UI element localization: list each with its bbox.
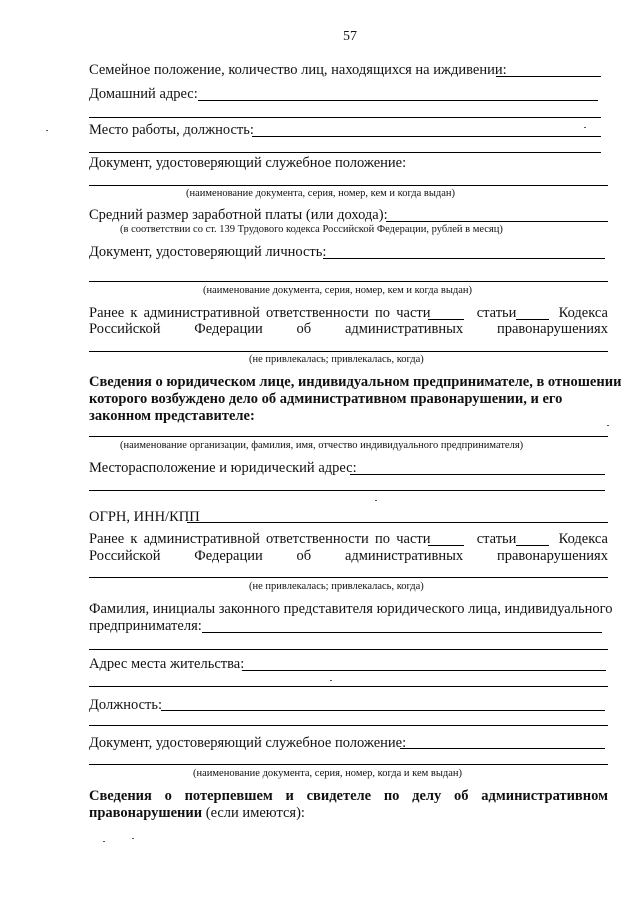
service-doc-hint: (наименование документа, серия, номер, кем и когда выдан)	[186, 188, 456, 199]
prior-liability-line[interactable]	[89, 351, 608, 352]
home-address-line[interactable]	[198, 100, 598, 101]
workplace-line-2[interactable]	[89, 152, 601, 153]
salary-label: Средний размер заработной платы (или дохода):	[89, 207, 388, 223]
legal-heading-line-2: которого возбуждено дело об административном правонарушении, и его	[89, 391, 563, 407]
residence-label: Адрес места жительства:	[89, 656, 245, 672]
family-status-label: Семейное положение, количество лиц, находящихся на иждивении:	[89, 62, 507, 78]
identity-doc-hint: (наименование документа, серия, номер, кем и когда выдан)	[203, 285, 473, 296]
legal-service-doc-line[interactable]	[400, 748, 605, 749]
location-label: Месторасположение и юридический адрес:	[89, 460, 357, 476]
residence-line[interactable]	[242, 670, 606, 671]
legal-heading-line-1: Сведения о юридическом лице, индивидуальном предпринимателе, в отношении	[89, 374, 622, 390]
ogrn-label: ОГРН, ИНН/КПП	[89, 509, 200, 525]
legal-prior-row-2: Российской Федерации об административных правонарушениях	[89, 548, 608, 564]
workplace-line[interactable]	[252, 136, 601, 137]
legal-prior-hint: (не привлекалась; привлекалась, когда)	[249, 581, 424, 592]
scan-speck	[607, 425, 609, 426]
workplace-label: Место работы, должность:	[89, 122, 254, 138]
legal-prior-line[interactable]	[89, 577, 608, 578]
representative-label-1: Фамилия, инициалы законного представителя юридического лица, индивидуального	[89, 601, 613, 617]
scan-speck	[330, 680, 332, 681]
salary-line[interactable]	[386, 221, 608, 222]
victim-heading-row-1: Сведения о потерпевшем и свидетеле по делу об административном	[89, 788, 608, 804]
scan-speck	[584, 127, 586, 128]
residence-line-2[interactable]	[89, 686, 608, 687]
legal-heading-line-3: законном представителе:	[89, 408, 255, 424]
identity-doc-line[interactable]	[323, 258, 605, 259]
legal-service-doc-hint: (наименование документа, серия, номер, когда и кем выдан)	[193, 768, 463, 779]
representative-line-2[interactable]	[89, 649, 608, 650]
home-address-label: Домашний адрес:	[89, 86, 198, 102]
family-status-line[interactable]	[496, 76, 601, 77]
victim-heading-row-2: правонарушении (если имеются):	[89, 805, 305, 821]
legal-service-doc-line-2[interactable]	[89, 764, 608, 765]
legal-prior-article-blank[interactable]	[516, 545, 549, 546]
scan-speck	[46, 130, 48, 131]
org-name-hint: (наименование организации, фамилия, имя, отчество индивидуального предпринимателя)	[120, 440, 524, 451]
position-line[interactable]	[161, 710, 605, 711]
identity-doc-line-2[interactable]	[89, 281, 608, 282]
salary-hint: (в соответствии со ст. 139 Трудового кодекса Российской Федерации, рублей в месяц)	[120, 224, 503, 235]
home-address-line-2[interactable]	[89, 117, 601, 118]
representative-line[interactable]	[202, 632, 602, 633]
legal-prior-row-1: Ранее к административной ответственности по части статьи Кодекса	[89, 531, 608, 547]
prior-liability-row-1: Ранее к административной ответственности по части статьи Кодекса	[89, 305, 608, 321]
location-line-2[interactable]	[89, 490, 605, 491]
position-label: Должность:	[89, 697, 162, 713]
representative-label-2: предпринимателя:	[89, 618, 202, 634]
page-number: 57	[343, 29, 357, 44]
prior-liability-row-2: Российской Федерации об административных правонарушениях	[89, 321, 608, 337]
scan-speck	[103, 841, 105, 842]
identity-doc-label: Документ, удостоверяющий личность:	[89, 244, 327, 260]
org-name-line[interactable]	[89, 436, 608, 437]
scan-speck	[375, 500, 377, 501]
legal-service-doc-label: Документ, удостоверяющий служебное положение:	[89, 735, 407, 751]
service-doc-label: Документ, удостоверяющий служебное положение:	[89, 155, 407, 171]
scan-speck	[132, 838, 134, 839]
service-doc-line[interactable]	[89, 185, 608, 186]
prior-part-blank[interactable]	[428, 319, 464, 320]
ogrn-line[interactable]	[187, 522, 608, 523]
position-line-2[interactable]	[89, 725, 608, 726]
prior-article-blank[interactable]	[516, 319, 549, 320]
location-line[interactable]	[350, 474, 605, 475]
prior-liability-hint: (не привлекалась; привлекалась, когда)	[249, 354, 424, 365]
legal-prior-part-blank[interactable]	[428, 545, 464, 546]
